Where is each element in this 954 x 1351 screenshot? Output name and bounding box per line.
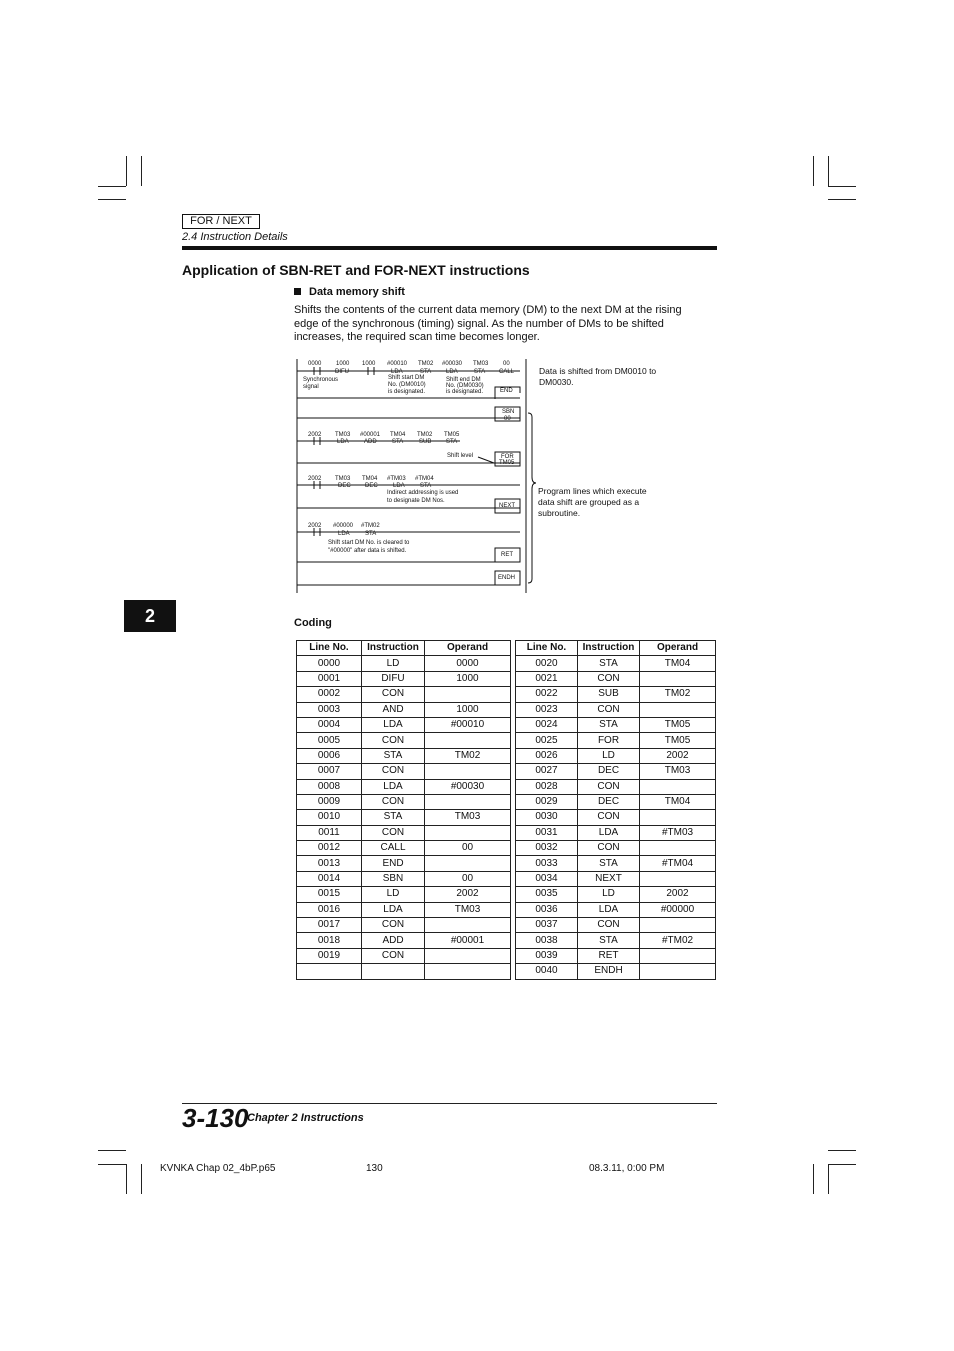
subheading-text: Data memory shift xyxy=(309,286,405,298)
op-label: STA xyxy=(446,439,458,445)
table-cell: 0011 xyxy=(297,825,362,840)
table-cell: 0035 xyxy=(516,887,578,902)
crop-mark xyxy=(98,1150,126,1151)
table-cell: CON xyxy=(578,841,640,856)
table-cell: LD xyxy=(362,887,425,902)
table-cell: TM04 xyxy=(640,656,716,671)
table-cell: SUB xyxy=(578,687,640,702)
table-cell: LD xyxy=(578,748,640,763)
table-cell: 0016 xyxy=(297,902,362,917)
op-label: LDA xyxy=(337,439,349,445)
table-cell: 2002 xyxy=(640,748,716,763)
table-cell: 0002 xyxy=(297,687,362,702)
coding-table xyxy=(296,640,716,980)
table-cell: #TM02 xyxy=(640,933,716,948)
table-cell: TM03 xyxy=(425,902,511,917)
table-cell: CON xyxy=(578,918,640,933)
crop-mark xyxy=(126,156,127,186)
chapter-label: Chapter 2 Instructions xyxy=(247,1112,364,1124)
table-cell: CON xyxy=(578,779,640,794)
brace-note: Program lines which execute xyxy=(538,486,647,496)
table-cell xyxy=(425,964,511,979)
table-row xyxy=(297,702,716,717)
table-cell: LDA xyxy=(578,902,640,917)
table-cell: 0006 xyxy=(297,748,362,763)
end-label: END xyxy=(500,388,513,394)
table-cell: TM03 xyxy=(425,810,511,825)
operand-label: TM04 xyxy=(362,476,378,482)
brace-note: data shift are grouped as a xyxy=(538,497,640,507)
square-bullet-icon xyxy=(294,288,301,295)
table-cell: RET xyxy=(578,948,640,963)
table-cell: STA xyxy=(578,933,640,948)
table-cell: 0030 xyxy=(516,810,578,825)
table-header-row xyxy=(297,641,716,656)
table-row xyxy=(297,825,716,840)
endh-label: ENDH xyxy=(498,575,516,581)
op-label: SUB xyxy=(419,439,432,445)
crop-mark xyxy=(813,1164,814,1194)
crop-mark xyxy=(126,1164,127,1194)
table-cell: DIFU xyxy=(362,671,425,686)
print-date: 08.3.11, 0:00 PM xyxy=(589,1163,665,1174)
op-label: LDA xyxy=(391,369,403,375)
crop-mark xyxy=(98,1164,126,1165)
table-cell: 0019 xyxy=(297,948,362,963)
table-cell xyxy=(297,964,362,979)
operand-label: TM04 xyxy=(390,432,406,438)
table-cell: LDA xyxy=(362,902,425,917)
table-cell: 1000 xyxy=(425,671,511,686)
contact-label: 1000 xyxy=(336,361,350,367)
crop-mark xyxy=(141,1164,142,1194)
table-cell: NEXT xyxy=(578,871,640,886)
start-note: Shift start DM xyxy=(388,375,425,381)
op-label: DEC xyxy=(338,483,351,489)
shift-note: Data is shifted from DM0010 to xyxy=(539,366,657,376)
table-cell: 0027 xyxy=(516,764,578,779)
operand-label: #00000 xyxy=(333,523,354,529)
table-cell: 0029 xyxy=(516,794,578,809)
table-cell: LDA xyxy=(362,717,425,732)
operand-label: TM03 xyxy=(335,476,351,482)
footer-rule xyxy=(182,1103,717,1104)
print-file: KVNKA Chap 02_4bP.p65 xyxy=(160,1163,276,1174)
table-cell: 0024 xyxy=(516,717,578,732)
table-cell: 0000 xyxy=(297,656,362,671)
table-cell: STA xyxy=(578,656,640,671)
crop-mark xyxy=(828,1164,856,1165)
table-row xyxy=(297,887,716,902)
page-title: Application of SBN-RET and FOR-NEXT instructions xyxy=(182,262,530,278)
table-cell: 0000 xyxy=(425,656,511,671)
start-note: No. (DM0010) xyxy=(388,382,426,388)
table-cell: 0014 xyxy=(297,871,362,886)
crop-mark xyxy=(141,156,142,186)
table-row xyxy=(297,671,716,686)
table-cell: CON xyxy=(362,948,425,963)
operand-label: 00 xyxy=(503,361,510,367)
table-row xyxy=(297,948,716,963)
table-cell: TM02 xyxy=(425,748,511,763)
table-cell: TM03 xyxy=(640,764,716,779)
column-header: Line No. xyxy=(297,641,362,656)
op-label: DEC xyxy=(365,483,378,489)
for-label: TM05 xyxy=(499,460,515,466)
table-cell: 0010 xyxy=(297,810,362,825)
contact-label: 2002 xyxy=(308,432,322,438)
sbn-label: SBN xyxy=(502,409,515,415)
brace-note: subroutine. xyxy=(538,508,581,518)
table-cell: SBN xyxy=(362,871,425,886)
table-cell: STA xyxy=(362,810,425,825)
crop-mark xyxy=(828,199,856,200)
table-cell xyxy=(425,825,511,840)
table-cell xyxy=(425,687,511,702)
table-cell: 0026 xyxy=(516,748,578,763)
crop-mark xyxy=(98,186,126,187)
ladder-diagram xyxy=(290,355,710,600)
table-cell: ENDH xyxy=(578,964,640,979)
table-cell xyxy=(425,764,511,779)
table-cell: 0021 xyxy=(516,671,578,686)
table-cell: 0038 xyxy=(516,933,578,948)
print-page: 130 xyxy=(366,1163,383,1174)
difu-label: DIFU xyxy=(335,369,349,375)
table-row xyxy=(297,764,716,779)
table-cell: 0008 xyxy=(297,779,362,794)
table-cell: #00030 xyxy=(425,779,511,794)
table-cell: STA xyxy=(362,748,425,763)
table-cell: 00 xyxy=(425,841,511,856)
table-cell: 0007 xyxy=(297,764,362,779)
ret-label: RET xyxy=(501,552,513,558)
table-row xyxy=(297,871,716,886)
coding-label: Coding xyxy=(294,617,332,629)
table-cell: TM04 xyxy=(640,794,716,809)
column-header: Operand xyxy=(425,641,511,656)
table-row xyxy=(297,687,716,702)
column-header: Instruction xyxy=(362,641,425,656)
operand-label: TM02 xyxy=(417,432,433,438)
end-note: No. (DM0030) xyxy=(446,383,484,389)
operand-label: #TM04 xyxy=(415,476,434,482)
table-cell: 0015 xyxy=(297,887,362,902)
table-cell: TM02 xyxy=(640,687,716,702)
op-label: ADD xyxy=(364,439,377,445)
contact-label: 0000 xyxy=(308,361,322,367)
operand-label: #00010 xyxy=(387,361,408,367)
table-row xyxy=(297,748,716,763)
clear-note: Shift start DM No. is cleared to xyxy=(328,540,410,546)
crop-mark xyxy=(828,1164,829,1194)
operand-label: #TM02 xyxy=(361,523,380,529)
start-note: is designated. xyxy=(388,389,426,395)
table-cell: #TM03 xyxy=(640,825,716,840)
table-row xyxy=(297,856,716,871)
table-cell: 1000 xyxy=(425,702,511,717)
column-header: Instruction xyxy=(578,641,640,656)
table-cell xyxy=(640,810,716,825)
table-cell: TM05 xyxy=(640,733,716,748)
op-label: STA xyxy=(420,483,432,489)
table-cell: 0012 xyxy=(297,841,362,856)
table-cell: #00000 xyxy=(640,902,716,917)
table-cell: DEC xyxy=(578,794,640,809)
operand-label: #TM03 xyxy=(387,476,406,482)
table-cell: 0013 xyxy=(297,856,362,871)
page-number: 3-130 xyxy=(182,1103,249,1133)
table-cell: 0018 xyxy=(297,933,362,948)
table-cell xyxy=(640,841,716,856)
subheading xyxy=(294,286,405,298)
table-cell: 0004 xyxy=(297,717,362,732)
table-cell xyxy=(362,964,425,979)
column-header: Operand xyxy=(640,641,716,656)
crop-mark xyxy=(828,186,856,187)
clear-note: "#00000" after data is shifted. xyxy=(328,548,407,554)
table-cell: STA xyxy=(578,856,640,871)
table-cell: STA xyxy=(578,717,640,732)
sync-note: signal xyxy=(303,384,319,390)
table-row xyxy=(297,810,716,825)
header-rule xyxy=(182,246,717,250)
indirect-note: Indirect addressing is used xyxy=(387,490,459,496)
table-cell: CON xyxy=(362,764,425,779)
table-cell: 0020 xyxy=(516,656,578,671)
table-cell: 0040 xyxy=(516,964,578,979)
table-cell: 0039 xyxy=(516,948,578,963)
table-cell: 0028 xyxy=(516,779,578,794)
section-path: 2.4 Instruction Details xyxy=(182,231,288,243)
operand-label: TM03 xyxy=(335,432,351,438)
contact-label: 2002 xyxy=(308,476,322,482)
table-cell: 0036 xyxy=(516,902,578,917)
sbn-label: 00 xyxy=(504,416,511,422)
operand-label: TM05 xyxy=(444,432,460,438)
table-cell: CON xyxy=(362,825,425,840)
operand-label: TM02 xyxy=(418,361,434,367)
table-cell: 0032 xyxy=(516,841,578,856)
shift-level-note: Shift level xyxy=(447,453,474,459)
table-cell xyxy=(425,794,511,809)
table-cell: 0003 xyxy=(297,702,362,717)
table-cell: LD xyxy=(362,656,425,671)
contact-label: 1000 xyxy=(362,361,376,367)
chapter-tab: 2 xyxy=(124,600,176,632)
table-cell: LDA xyxy=(362,779,425,794)
table-cell: 0034 xyxy=(516,871,578,886)
operand-label: TM03 xyxy=(473,361,489,367)
table-row xyxy=(297,964,716,979)
table-cell xyxy=(425,918,511,933)
table-row xyxy=(297,841,716,856)
sync-note: Synchronous xyxy=(303,377,339,383)
table-cell: 0037 xyxy=(516,918,578,933)
operand-label: #00030 xyxy=(442,361,463,367)
table-cell xyxy=(425,733,511,748)
shift-note: DM0030. xyxy=(539,377,574,387)
table-cell: AND xyxy=(362,702,425,717)
table-cell: CON xyxy=(362,687,425,702)
table-cell: END xyxy=(362,856,425,871)
table-cell xyxy=(640,671,716,686)
table-cell xyxy=(640,871,716,886)
for-label: FOR xyxy=(501,454,514,460)
coding-table-body xyxy=(297,656,716,979)
table-cell xyxy=(640,779,716,794)
table-cell: 0031 xyxy=(516,825,578,840)
table-row xyxy=(297,902,716,917)
end-note: is designated. xyxy=(446,389,484,395)
table-cell: CALL xyxy=(362,841,425,856)
operand-label: #00001 xyxy=(360,432,381,438)
op-label: LDA xyxy=(446,369,458,375)
table-cell: 2002 xyxy=(425,887,511,902)
crop-mark xyxy=(98,199,126,200)
table-cell: FOR xyxy=(578,733,640,748)
table-cell: LDA xyxy=(578,825,640,840)
table-cell: 0009 xyxy=(297,794,362,809)
table-row xyxy=(297,733,716,748)
table-cell xyxy=(640,948,716,963)
table-cell: CON xyxy=(578,702,640,717)
table-cell: 0001 xyxy=(297,671,362,686)
op-label: CALL xyxy=(499,369,515,375)
table-cell: CON xyxy=(362,918,425,933)
table-row xyxy=(297,918,716,933)
table-cell xyxy=(640,702,716,717)
table-cell: 0033 xyxy=(516,856,578,871)
table-cell: CON xyxy=(578,810,640,825)
crop-mark xyxy=(828,156,829,186)
table-cell: DEC xyxy=(578,764,640,779)
table-cell xyxy=(640,918,716,933)
table-cell: CON xyxy=(362,794,425,809)
table-row xyxy=(297,794,716,809)
op-label: LDA xyxy=(338,531,350,537)
op-label: LDA xyxy=(393,483,405,489)
table-row xyxy=(297,656,716,671)
table-cell: CON xyxy=(362,733,425,748)
crop-mark xyxy=(813,156,814,186)
table-cell: 0023 xyxy=(516,702,578,717)
contact-label: 2002 xyxy=(308,523,322,529)
table-row xyxy=(297,933,716,948)
table-cell: #00010 xyxy=(425,717,511,732)
op-label: STA xyxy=(420,369,432,375)
table-cell: LD xyxy=(578,887,640,902)
end-note: Shift end DM xyxy=(446,377,481,383)
table-cell: 0025 xyxy=(516,733,578,748)
op-label: STA xyxy=(392,439,404,445)
diagram-labels xyxy=(303,361,515,581)
table-cell: ADD xyxy=(362,933,425,948)
table-cell xyxy=(640,964,716,979)
table-cell: #TM04 xyxy=(640,856,716,871)
table-row xyxy=(297,779,716,794)
diagram-notes xyxy=(538,366,656,518)
next-label: NEXT xyxy=(499,503,516,509)
table-cell xyxy=(425,948,511,963)
op-label: STA xyxy=(474,369,486,375)
table-cell: TM05 xyxy=(640,717,716,732)
crop-mark xyxy=(828,1150,856,1151)
header-tab-label: FOR / NEXT xyxy=(182,214,260,229)
table-cell: #00001 xyxy=(425,933,511,948)
description-paragraph: Shifts the contents of the current data memory (DM) to the next DM at the rising edge of the synchronous (timing) signal. As the number of DMs to be shifted increases, the required scan time becomes longer. xyxy=(294,304,682,343)
table-cell: 00 xyxy=(425,871,511,886)
table-cell: 0005 xyxy=(297,733,362,748)
table-cell: 0017 xyxy=(297,918,362,933)
table-cell: 0022 xyxy=(516,687,578,702)
op-label: STA xyxy=(365,531,377,537)
indirect-note: to designate DM Nos. xyxy=(387,498,445,504)
table-cell: CON xyxy=(578,671,640,686)
table-cell xyxy=(425,856,511,871)
table-cell: 2002 xyxy=(640,887,716,902)
column-header: Line No. xyxy=(516,641,578,656)
table-row xyxy=(297,717,716,732)
